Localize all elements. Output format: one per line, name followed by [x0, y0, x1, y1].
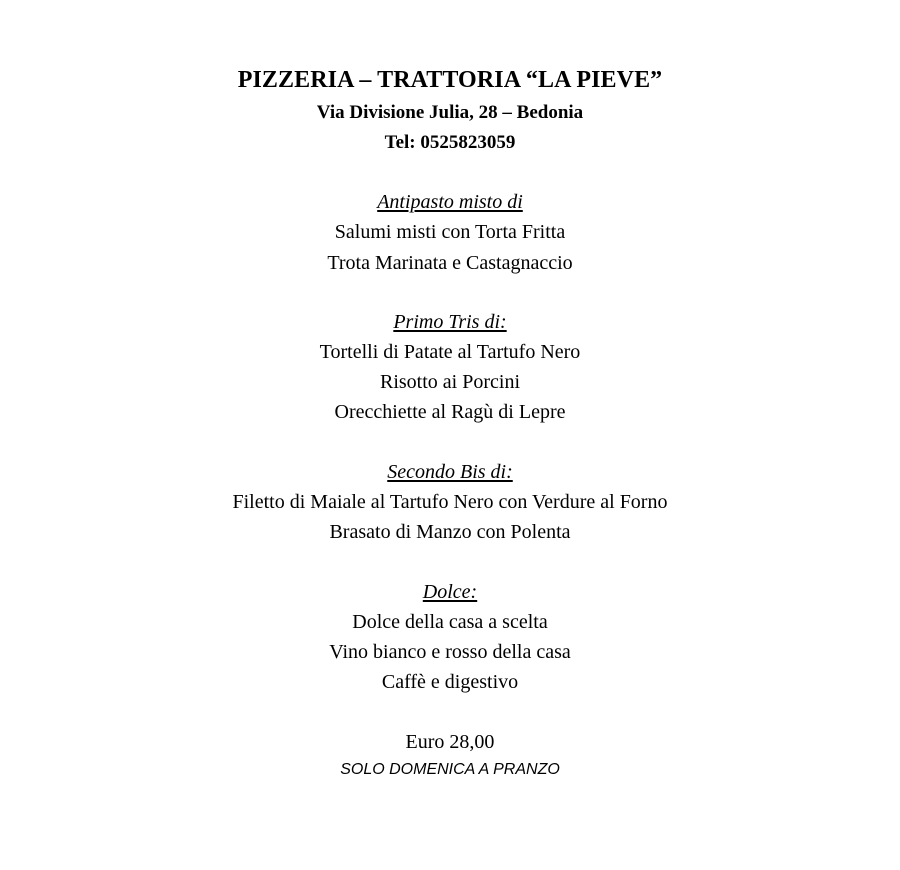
menu-item: Orecchiette al Ragù di Lepre — [334, 401, 566, 423]
menu-price: Euro 28,00 — [405, 731, 495, 753]
menu-item: Dolce della casa a scelta — [352, 611, 548, 633]
menu-item: Tortelli di Patate al Tartufo Nero — [319, 341, 581, 363]
section-heading-dolce: Dolce: — [422, 581, 478, 603]
section-heading-primo: Primo Tris di: — [393, 311, 507, 333]
section-heading-secondo: Secondo Bis di: — [387, 461, 513, 483]
menu-item: Vino bianco e rosso della casa — [329, 641, 571, 663]
menu-item: Risotto ai Porcini — [380, 371, 520, 393]
section-heading-antipasto: Antipasto misto di — [377, 191, 523, 213]
menu-item: Caffè e digestivo — [381, 671, 519, 693]
restaurant-phone: Tel: 0525823059 — [384, 132, 516, 153]
menu-item: Trota Marinata e Castagnaccio — [327, 252, 573, 274]
menu-availability-note: SOLO DOMENICA A PRANZO — [340, 761, 560, 778]
menu-item: Filetto di Maiale al Tartufo Nero con Verdure al Forno — [232, 491, 668, 513]
restaurant-address: Via Divisione Julia, 28 – Bedonia — [316, 102, 584, 123]
restaurant-title: PIZZERIA – TRATTORIA “LA PIEVE” — [237, 67, 663, 93]
menu-item: Salumi misti con Torta Fritta — [334, 221, 566, 243]
menu-item: Brasato di Manzo con Polenta — [329, 521, 571, 543]
